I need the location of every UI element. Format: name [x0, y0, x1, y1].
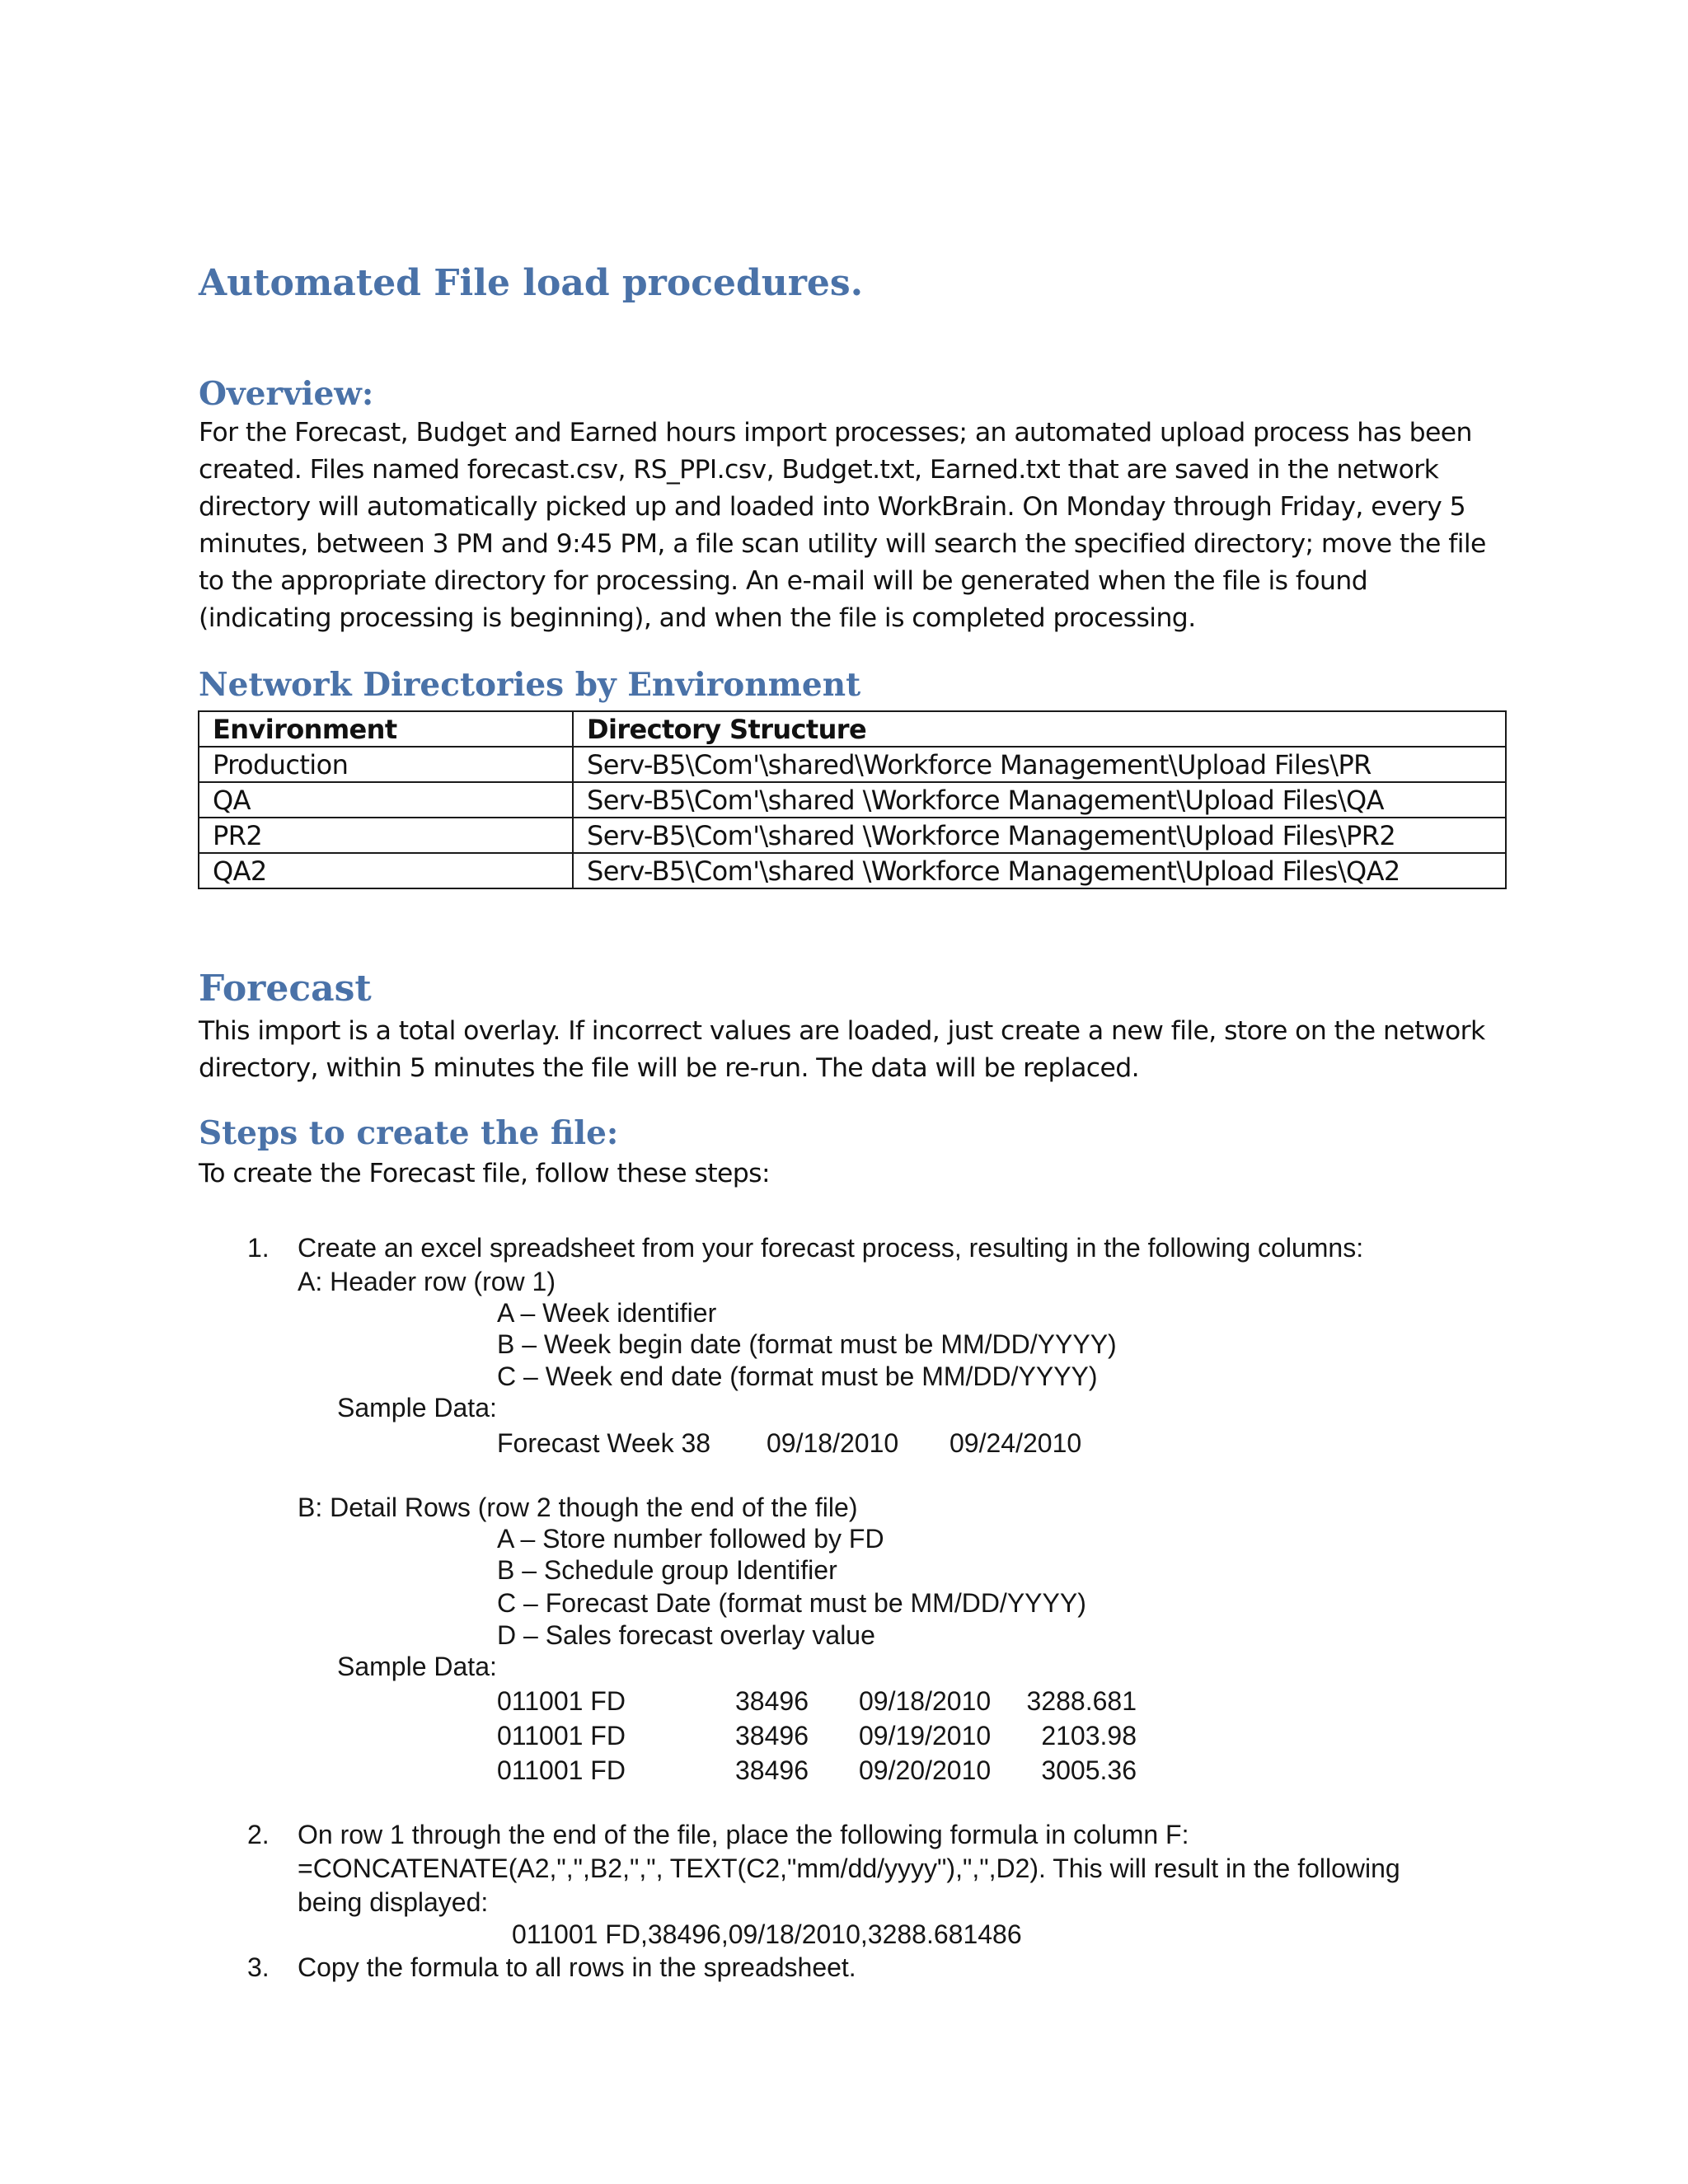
steps-heading: Steps to create the file: — [199, 1114, 619, 1152]
column-header-environment: Environment — [199, 711, 573, 747]
overview-paragraph — [199, 415, 1493, 637]
sample-value: 3288.681 — [1026, 1686, 1137, 1716]
sample-store: 011001 FD — [497, 1721, 626, 1750]
sample-week-identifier: Forecast Week 38 — [497, 1428, 711, 1458]
step-number: 2. — [247, 1820, 270, 1849]
directory-cell: Serv-B5\Com'\shared \Workforce Management\Upload Files\QA2 — [573, 853, 1506, 888]
step-2-formula: =CONCATENATE(A2,",",B2,",", TEXT(C2,"mm/dd/yyyy"),",",D2). This will result in the following — [298, 1854, 1400, 1883]
environment-cell: Production — [199, 747, 573, 782]
page-title: Automated File load procedures. — [199, 262, 864, 304]
network-directories-table — [198, 710, 1507, 889]
environment-cell: PR2 — [199, 818, 573, 853]
sample-value: 3005.36 — [1041, 1755, 1137, 1785]
header-row-label: A: Header row (row 1) — [298, 1267, 556, 1296]
table-row — [199, 853, 1506, 888]
header-row-item: A – Week identifier — [497, 1298, 717, 1328]
detail-row-item: B – Schedule group Identifier — [497, 1555, 837, 1585]
overview-line: minutes, between 3 PM and 9:45 PM, a file scan utility will search the specified directory; move the file — [199, 529, 1486, 559]
directory-cell: Serv-B5\Com'\shared\Workforce Management\Upload Files\PR — [573, 747, 1506, 782]
table-row — [199, 818, 1506, 853]
steps-intro: To create the Forecast file, follow these steps: — [199, 1159, 770, 1188]
sample-group: 38496 — [735, 1755, 809, 1785]
sample-date: 09/20/2010 — [859, 1755, 992, 1785]
table-header-row — [199, 711, 1506, 747]
column-header-directory: Directory Structure — [573, 711, 1506, 747]
sample-date: 09/18/2010 — [859, 1686, 992, 1716]
sample-data-label: Sample Data: — [337, 1652, 497, 1681]
step-3-text: Copy the formula to all rows in the spreadsheet. — [298, 1952, 856, 1982]
step-2-text: being displayed: — [298, 1887, 489, 1917]
header-row-item: B – Week begin date (format must be MM/DD/YYYY) — [497, 1329, 1117, 1359]
header-row-item: C – Week end date (format must be MM/DD/YYYY) — [497, 1361, 1098, 1391]
forecast-paragraph — [199, 1013, 1493, 1087]
environment-cell: QA2 — [199, 853, 573, 888]
forecast-line: directory, within 5 minutes the file will be re-run. The data will be replaced. — [199, 1053, 1140, 1083]
table-row — [199, 747, 1506, 782]
sample-end-date: 09/24/2010 — [950, 1428, 1082, 1458]
network-directories-heading: Network Directories by Environment — [199, 666, 861, 704]
sample-group: 38496 — [735, 1721, 809, 1750]
sample-value: 2103.98 — [1041, 1721, 1137, 1750]
overview-line: (indicating processing is beginning), and when the file is completed processing. — [199, 603, 1196, 633]
forecast-line: This import is a total overlay. If incorrect values are loaded, just create a new file, store on the network — [199, 1016, 1485, 1046]
sample-store: 011001 FD — [497, 1755, 626, 1785]
directory-cell: Serv-B5\Com'\shared \Workforce Management\Upload Files\QA — [573, 782, 1506, 818]
detail-row-item: C – Forecast Date (format must be MM/DD/YYYY) — [497, 1588, 1086, 1618]
directory-cell: Serv-B5\Com'\shared \Workforce Management\Upload Files\PR2 — [573, 818, 1506, 853]
step-number: 1. — [247, 1233, 270, 1263]
overview-line: For the Forecast, Budget and Earned hours import processes; an automated upload process has been — [199, 418, 1472, 448]
sample-data-label: Sample Data: — [337, 1393, 497, 1422]
table-row — [199, 782, 1506, 818]
sample-group: 38496 — [735, 1686, 809, 1716]
environment-cell: QA — [199, 782, 573, 818]
sample-date: 09/19/2010 — [859, 1721, 992, 1750]
sample-store: 011001 FD — [497, 1686, 626, 1716]
overview-line: directory will automatically picked up and loaded into WorkBrain. On Monday through Friday, every 5 — [199, 492, 1466, 522]
detail-rows-label: B: Detail Rows (row 2 though the end of the file) — [298, 1493, 858, 1522]
overview-line: to the appropriate directory for processing. An e-mail will be generated when the file is found — [199, 566, 1368, 596]
sample-begin-date: 09/18/2010 — [767, 1428, 899, 1458]
step-2-result: 011001 FD,38496,09/18/2010,3288.681486 — [512, 1919, 1022, 1949]
detail-row-item: D – Sales forecast overlay value — [497, 1620, 875, 1650]
step-2-text: On row 1 through the end of the file, place the following formula in column F: — [298, 1820, 1189, 1849]
overview-heading: Overview: — [199, 375, 374, 413]
forecast-heading: Forecast — [199, 968, 372, 1010]
step-1-text: Create an excel spreadsheet from your forecast process, resulting in the following columns: — [298, 1233, 1364, 1263]
overview-line: created. Files named forecast.csv, RS_PPI.csv, Budget.txt, Earned.txt that are saved in the network — [199, 455, 1439, 485]
step-number: 3. — [247, 1952, 270, 1982]
detail-row-item: A – Store number followed by FD — [497, 1524, 884, 1554]
